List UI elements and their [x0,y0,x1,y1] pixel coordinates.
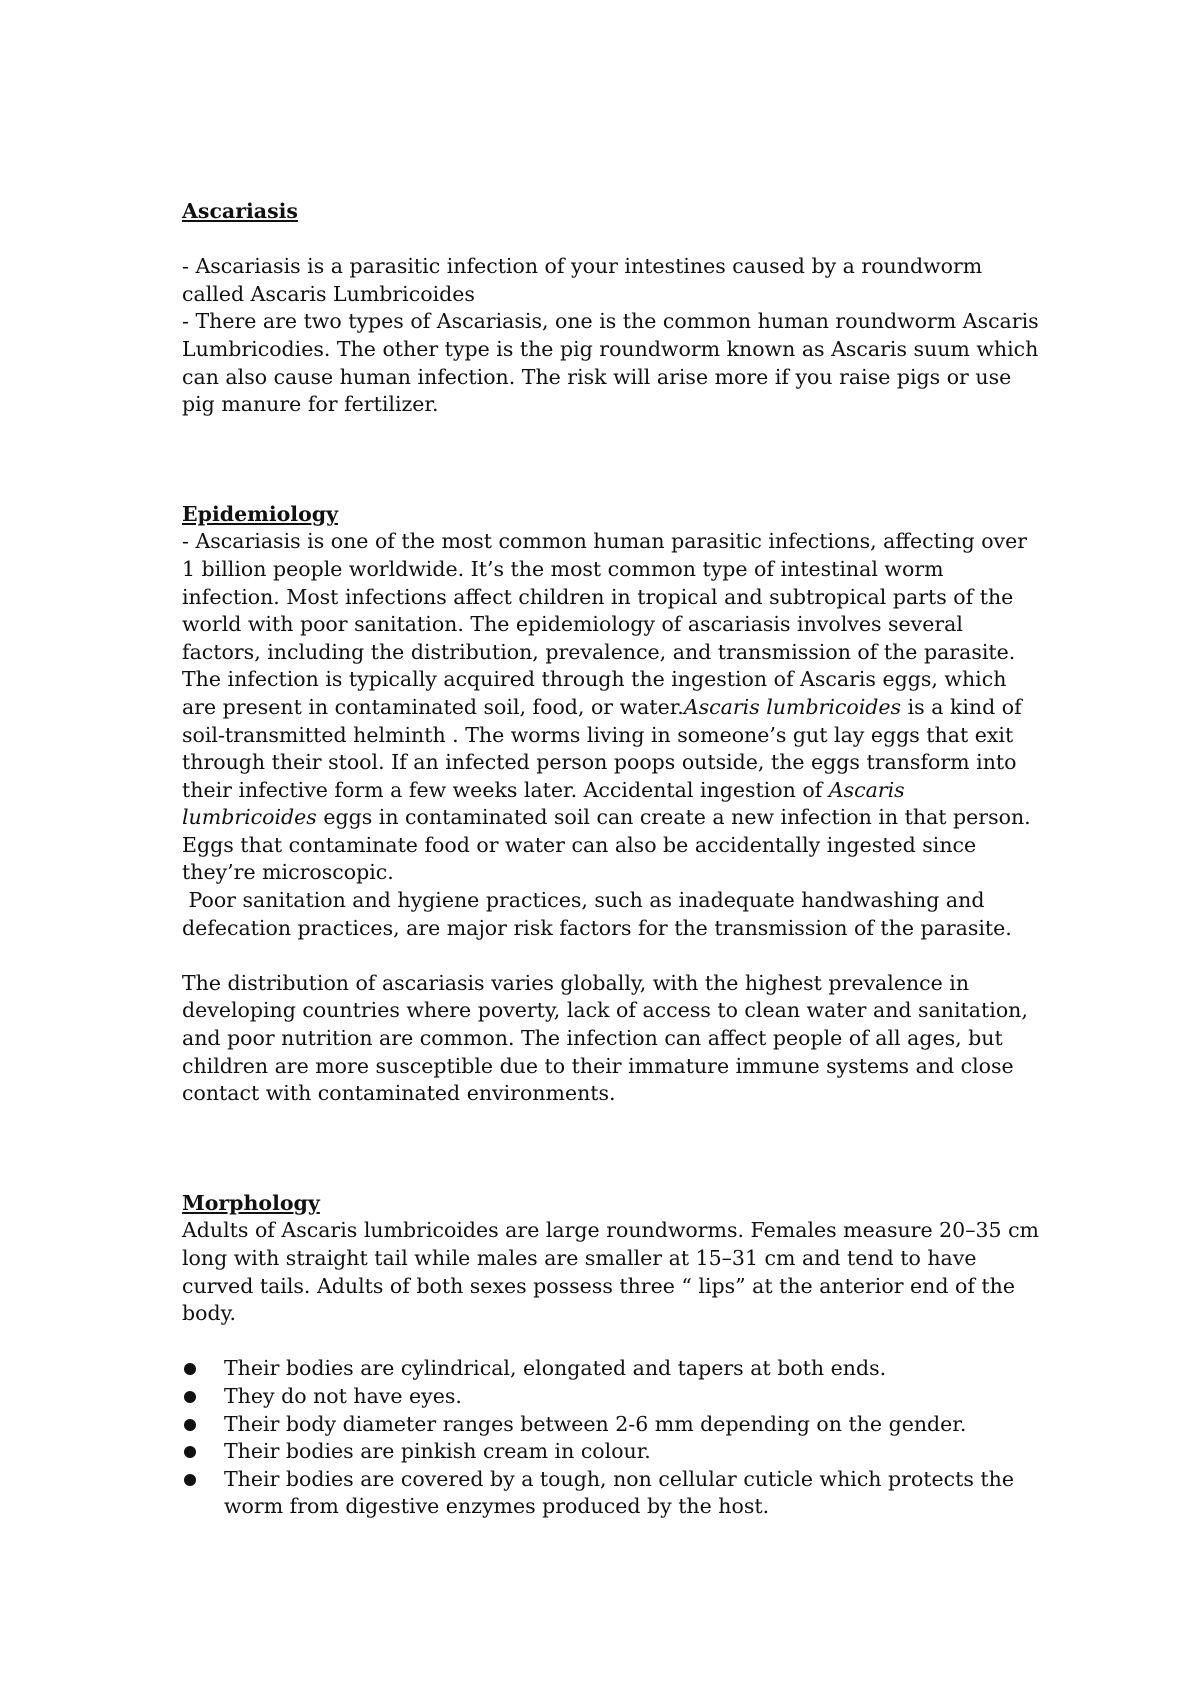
heading-ascariasis: Ascariasis [182,199,298,223]
morphology-bullet-list [182,1355,1042,1521]
spacer [182,1108,1042,1190]
document-body [182,198,1042,1521]
spacer [182,1328,1042,1356]
species-name-italic: Ascaris lumbricoides [182,777,905,830]
list-item [182,1438,1042,1466]
bullet-icon [184,1474,196,1486]
spacer [182,419,1042,501]
list-item-text: They do not have eyes. [224,1383,462,1408]
paragraph-distribution: The distribution of ascariasis varies globally, with the highest prevalence in developing countries where poverty, lack of access to clean water and sanitation, and poor nutrition are common. The infection can affect people of all ages, but children are more susceptible due to their immature immune systems and close contact with contaminated environments. [182,970,1028,1106]
paragraph-epidemiology-overview [182,528,1042,887]
paragraph-morphology-adults: Adults of Ascaris lumbricoides are large roundworms. Females measure 20–35 cm long with straight tail while males are smaller at 15–31 cm and tend to have curved tails. Adults of both sexes possess three “ lips” at the anterior end of the body. [182,1218,1039,1326]
species-name-italic: Ascaris lumbricoides [683,694,902,719]
text-run: is a kind of soil-transmitted helminth . The worms living in someone’s gut lay eggs that exit through their stool. If an infected person poops outside, the eggs transform into their infective form a few weeks later. Accidental ingestion of [182,694,1022,802]
spacer [182,942,1042,970]
bullet-icon [184,1391,196,1403]
list-item [182,1466,1042,1521]
spacer [182,226,1042,254]
paragraph-ascariasis-definition: - Ascariasis is a parasitic infection of your intestines caused by a roundworm called Ascaris Lumbricoides [182,254,983,306]
list-item-text: Their bodies are covered by a tough, non cellular cuticle which protects the worm from digestive enzymes produced by the host. [224,1466,1014,1519]
list-item-text: Their bodies are pinkish cream in colour. [224,1439,651,1464]
list-item [182,1355,1042,1383]
paragraph-ascariasis-types: - There are two types of Ascariasis, one is the common human roundworm Ascaris Lumbricodies. The other type is the pig roundworm known as Ascaris suum which can also cause human infection. The risk will arise more if you raise pigs or use pig manure for fertilizer. [182,309,1039,417]
list-item-text: Their bodies are cylindrical, elongated and tapers at both ends. [224,1356,887,1381]
heading-epidemiology: Epidemiology [182,501,338,526]
list-item [182,1383,1042,1411]
heading-morphology: Morphology [182,1190,320,1215]
text-run: eggs in contaminated soil can create a new infection in that person. Eggs that contaminate food or water can also be accidentally ingested since they’re microscopic. [182,805,1031,885]
bullet-icon [184,1446,196,1458]
paragraph-risk-factors: Poor sanitation and hygiene practices, such as inadequate handwashing and defecation practices, are major risk factors for the transmission of the parasite. [182,888,1012,940]
list-item-text: Their body diameter ranges between 2-6 mm depending on the gender. [224,1411,967,1436]
bullet-icon [184,1363,196,1375]
list-item [182,1411,1042,1439]
bullet-icon [184,1419,196,1431]
text-run: - Ascariasis is one of the most common human parasitic infections, affecting over 1 billion people worldwide. It’s the most common type of intestinal worm infection. Most infections affect children in tropical and subtropical parts of the world with poor sanitation. The epidemiology of ascariasis involves several factors, including the distribution, prevalence, and transmission of the parasite. The infection is typically acquired through the ingestion of Ascaris eggs, which are present in contaminated soil, food, or water. [182,529,1028,719]
